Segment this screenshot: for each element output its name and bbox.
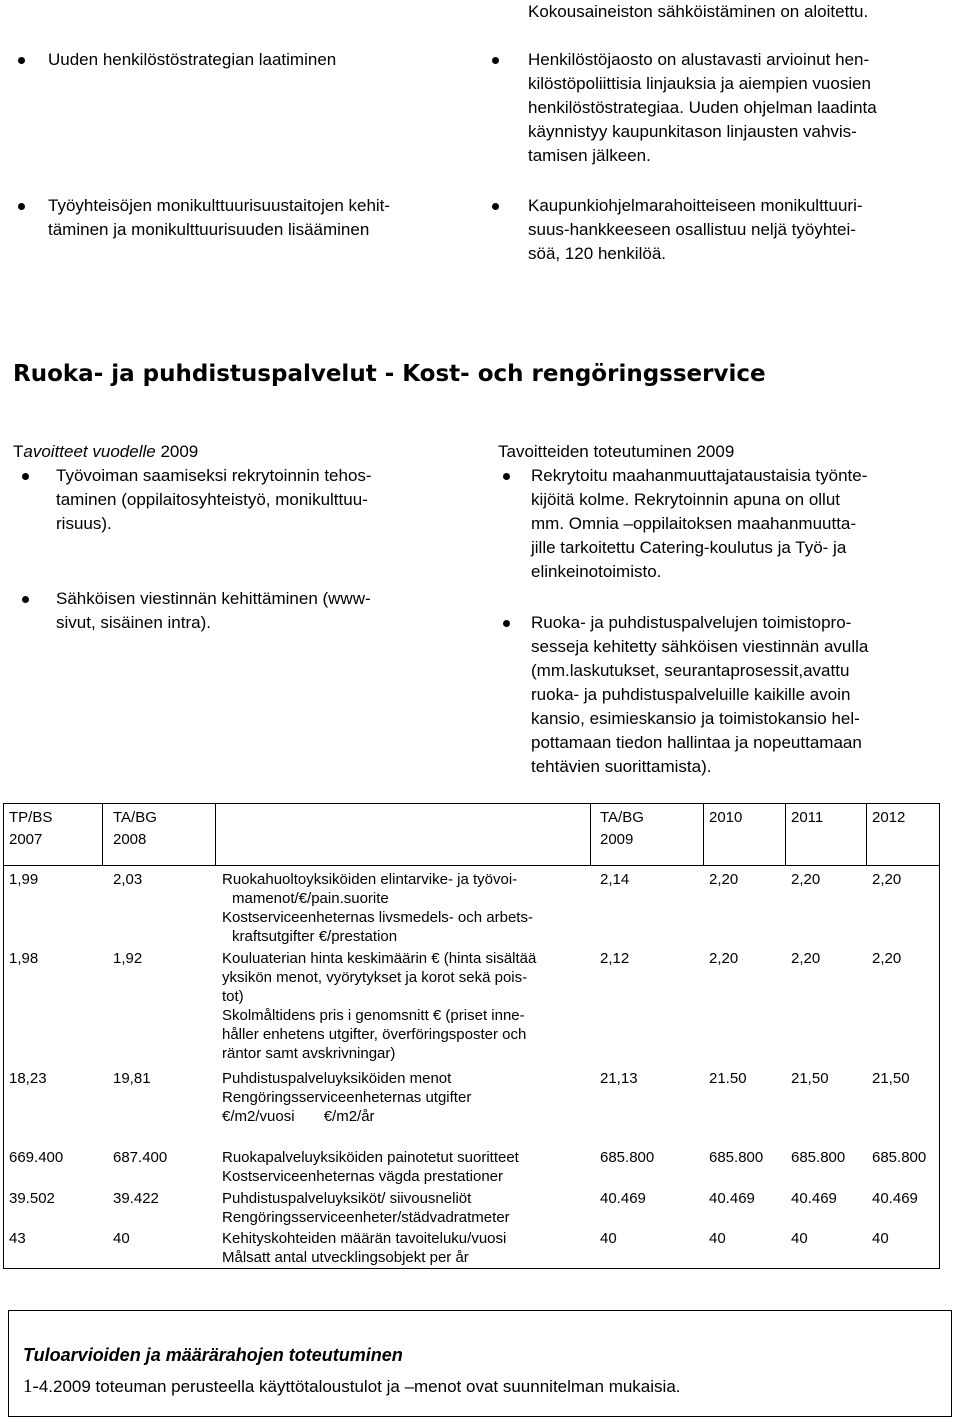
desc-line: mamenot/€/pain.suorite [232, 890, 389, 907]
text-line: risuus). [56, 514, 112, 533]
cell-tp2007: 1,98 [9, 950, 39, 967]
table-border [590, 803, 591, 866]
text-line: (mm.laskutukset, seurantaprosessit,avattu [531, 661, 850, 680]
text-line: tehtävien suorittamista). [531, 757, 712, 776]
result-item-1 [531, 464, 867, 584]
cell-ta2009: 2,14 [600, 871, 630, 888]
text-line: pottamaan tiedon hallintaa ja nopeuttamaan [531, 733, 862, 752]
cell-description [222, 870, 533, 946]
results-heading: Tavoitteiden toteutuminen 2009 [498, 442, 735, 461]
summary-body: 4.2009 toteuman perusteella käyttötaloustulot ja –menot ovat suunnitelman mukaisia. [38, 1377, 681, 1396]
cell-ta2008: 39.422 [113, 1190, 159, 1207]
desc-line: Ruokahuoltoyksiköiden elintarvike- ja työvoi- [222, 871, 518, 888]
cell-tp2007: 1,99 [9, 871, 39, 888]
cell-ta2008: 687.400 [113, 1149, 168, 1166]
cell-2010: 2,20 [709, 950, 739, 967]
desc-line: Rengöringsserviceenheternas utgifter [222, 1089, 472, 1106]
cell-ta2009: 40 [600, 1230, 617, 1247]
text-line: Henkilöstöjaosto on alustavasti arvioinut hen- [528, 50, 870, 69]
cell-ta2009: 2,12 [600, 950, 630, 967]
header-ta2008 [113, 808, 157, 849]
desc-line: yksikön menot, vyörytykset ja korot sekä pois- [222, 969, 528, 986]
desc-line: håller enhetens utgifter, överföringsposter och [222, 1026, 527, 1043]
desc-line: Kostserviceenheternas livsmedels- och arbets- [222, 909, 533, 926]
desc-line: Kehityskohteiden määrän tavoiteluku/vuosi [222, 1230, 507, 1247]
table-border [866, 803, 867, 866]
table-border [215, 803, 216, 866]
bullet-icon [503, 473, 510, 480]
text-line: Ruoka- ja puhdistuspalvelujen toimistopro- [531, 613, 852, 632]
header-line: TP/BS [9, 809, 53, 826]
text-line: Työyhteisöjen monikulttuurisuustaitojen kehit- [48, 196, 391, 215]
bullet-icon [22, 596, 29, 603]
table-border [3, 803, 4, 1269]
result-item-2 [531, 611, 868, 779]
header-line: TA/BG [600, 809, 644, 826]
cell-ta2008: 2,03 [113, 871, 143, 888]
text-line: taminen (oppilaitosyhteistyö, monikulttuu- [56, 490, 368, 509]
goal-item-2 [56, 587, 371, 635]
heading-year: 2009 [155, 442, 199, 461]
cell-tp2007: 669.400 [9, 1149, 64, 1166]
text-line: täminen ja monikulttuurisuuden lisääminen [48, 220, 370, 239]
cell-ta2008: 19,81 [113, 1070, 151, 1087]
header-line: TA/BG [113, 809, 157, 826]
desc-line: Ruokapalveluyksiköiden painotetut suoritteet [222, 1149, 519, 1166]
summary-text [23, 1376, 681, 1398]
bullet-icon [492, 57, 499, 64]
text-line: jille tarkoitettu Catering-koulutus ja Työ- ja [531, 538, 847, 557]
cell-2012: 2,20 [872, 950, 902, 967]
text-line: sesseja kehitetty sähköisen viestinnän avulla [531, 637, 869, 656]
bullet-icon [492, 203, 499, 210]
continuation-text: Kokousaineiston sähköistäminen on aloitettu. [528, 2, 869, 21]
text-line: kijöitä kolme. Rekrytoinnin apuna on ollut [531, 490, 841, 509]
cell-2011: 40.469 [791, 1190, 837, 1207]
cell-2011: 2,20 [791, 871, 821, 888]
cell-2012: 40 [872, 1230, 889, 1247]
desc-line: Kostserviceenheternas vägda prestationer [222, 1168, 504, 1185]
table-border [785, 803, 786, 866]
cell-2010: 2,20 [709, 871, 739, 888]
text-line: henkilöstöstrategiaa. Uuden ohjelman laadinta [528, 98, 877, 117]
top-left-item-1 [48, 48, 336, 72]
cell-tp2007: 39.502 [9, 1190, 55, 1207]
bullet-icon [18, 203, 25, 210]
header-2012: 2012 [872, 809, 906, 826]
cell-2011: 40 [791, 1230, 808, 1247]
header-2011: 2011 [791, 809, 824, 826]
desc-line: Kouluaterian hinta keskimäärin € (hinta sisältää [222, 950, 537, 967]
cell-ta2009: 21,13 [600, 1070, 638, 1087]
cell-2012: 685.800 [872, 1149, 927, 1166]
bullet-icon [503, 620, 510, 627]
header-2010: 2010 [709, 809, 743, 826]
top-right-item-2 [528, 194, 863, 266]
top-left-item-2 [48, 194, 390, 242]
cell-2012: 2,20 [872, 871, 902, 888]
text-line: mm. Omnia –oppilaitoksen maahanmuutta- [531, 514, 857, 533]
table-border [3, 1268, 939, 1269]
desc-line: Målsatt antal utvecklingsobjekt per år [222, 1249, 469, 1266]
table-border [3, 865, 939, 866]
top-right-item-1 [528, 48, 877, 168]
header-line: 2007 [9, 831, 43, 848]
table-border [939, 803, 940, 1269]
text-line: tamisen jälkeen. [528, 146, 651, 165]
cell-description [222, 1189, 510, 1227]
cell-ta2009: 40.469 [600, 1190, 646, 1207]
text-line: kilöstöpoliittisia linjauksia ja aiempien vuosien [528, 74, 872, 93]
bullet-icon [18, 57, 25, 64]
table-border [3, 803, 939, 804]
header-tp2007 [9, 808, 52, 849]
heading-italic: avoitteet vuodelle [23, 442, 156, 461]
text-line: Työvoiman saamiseksi rekrytoinnin tehos- [56, 466, 372, 485]
cell-ta2009: 685.800 [600, 1149, 655, 1166]
text-line: sivut, sisäinen intra). [56, 613, 211, 632]
desc-line: räntor samt avskrivningar) [222, 1045, 396, 1062]
heading-prefix: T [13, 442, 24, 461]
text-line: suus-hankkeeseen osallistuu neljä työyhtei- [528, 220, 856, 239]
cell-2011: 2,20 [791, 950, 821, 967]
cell-description [222, 1229, 506, 1267]
desc-line: Rengöringsserviceenheter/städvadratmeter [222, 1209, 510, 1226]
text-line: käynnistyy kaupunkitason linjausten vahvis- [528, 122, 857, 141]
goal-item-1 [56, 464, 372, 536]
text-line: Kaupunkiohjelmarahoitteiseen monikulttuuri- [528, 196, 863, 215]
text-line: elinkeinotoimisto. [531, 562, 662, 581]
cell-2012: 21,50 [872, 1070, 910, 1087]
cell-2011: 21,50 [791, 1070, 829, 1087]
header-ta2009 [600, 808, 644, 849]
cell-ta2008: 1,92 [113, 950, 143, 967]
text-line: Uuden henkilöstöstrategian laatiminen [48, 50, 337, 69]
cell-tp2007: 43 [9, 1230, 26, 1247]
cell-description [222, 949, 536, 1063]
cell-2012: 40.469 [872, 1190, 918, 1207]
cell-2010: 685.800 [709, 1149, 764, 1166]
desc-line: kraftsutgifter €/prestation [232, 928, 398, 945]
table-border [102, 803, 103, 866]
text-line: Rekrytoitu maahanmuuttajataustaisia työnte- [531, 466, 868, 485]
desc-line: €/m2/vuosi €/m2/år [222, 1108, 375, 1125]
header-line: 2008 [113, 831, 147, 848]
text-line: ruoka- ja puhdistuspalveluille kaikille avoin [531, 685, 851, 704]
cell-description [222, 1148, 519, 1186]
cell-2010: 40 [709, 1230, 726, 1247]
cell-2011: 685.800 [791, 1149, 846, 1166]
text-line: kansio, esimieskansio ja toimistokansio hel- [531, 709, 860, 728]
text-line: söä, 120 henkilöä. [528, 244, 666, 263]
desc-line: tot) [222, 988, 244, 1005]
cell-2010: 40.469 [709, 1190, 755, 1207]
summary-prefix: 1- [23, 1376, 39, 1397]
cell-description [222, 1069, 471, 1126]
text-line: Sähköisen viestinnän kehittäminen (www- [56, 589, 371, 608]
cell-2010: 21.50 [709, 1070, 747, 1087]
table-border [703, 803, 704, 866]
desc-line: Puhdistuspalveluyksiköt/ siivousneliöt [222, 1190, 472, 1207]
desc-line: Puhdistuspalveluyksiköiden menot [222, 1070, 452, 1087]
header-line: 2009 [600, 831, 634, 848]
bullet-icon [22, 473, 29, 480]
cell-tp2007: 18,23 [9, 1070, 47, 1087]
desc-line: Skolmåltidens pris i genomsnitt € (priset inne- [222, 1007, 525, 1024]
summary-title: Tuloarvioiden ja määrärahojen toteutuminen [23, 1345, 403, 1365]
cell-ta2008: 40 [113, 1230, 130, 1247]
goals-heading [13, 440, 198, 464]
section-title: Ruoka- ja puhdistuspalvelut - Kost- och rengöringsservice [13, 361, 766, 387]
